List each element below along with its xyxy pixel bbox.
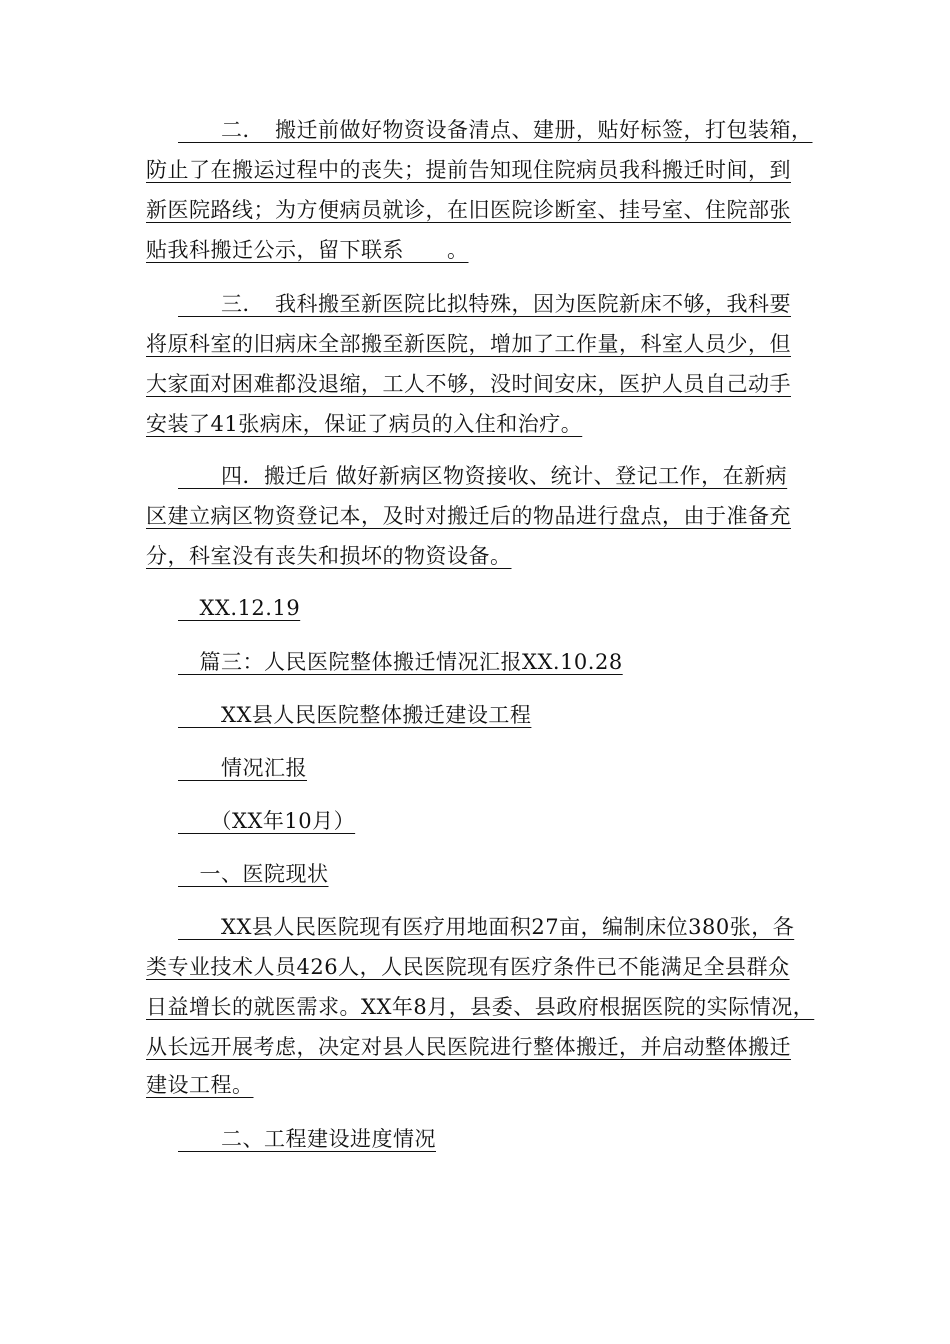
paragraph-line: 新医院路线；为方便病员就诊，在旧医院诊断室、挂号室、住院部张: [146, 198, 791, 222]
paragraph-line: 日益增长的就医需求。XX年8月，县委、县政府根据医院的实际情况，: [146, 995, 815, 1019]
paragraph-line: 将原科室的旧病床全部搬至新医院，增加了工作量，科室人员少，但: [146, 332, 791, 356]
paragraph-line: 类专业技术人员426人，人民医院现有医疗条件已不能满足全县群众: [146, 955, 790, 979]
paragraph-line: 二． 搬迁前做好物资设备清点、建册，贴好标签，打包装箱，: [178, 118, 813, 142]
paragraph-line: XX县人民医院现有医疗用地面积27亩，编制床位380张，各: [178, 915, 795, 939]
paragraph-line: 防止了在搬运过程中的丧失；提前告知现住院病员我科搬迁时间，到: [146, 158, 791, 182]
section-heading-1: 一、医院现状: [178, 862, 329, 886]
paragraph-line: 贴我科搬迁公示，留下联系 。: [146, 238, 469, 262]
report-title: 情况汇报: [178, 756, 307, 780]
paragraph-line: 建设工程。: [146, 1073, 254, 1097]
section-heading-2: 二、工程建设进度情况: [178, 1127, 436, 1151]
paragraph-line: 区建立病区物资登记本，及时对搬迁后的物品进行盘点，由于准备充: [146, 504, 791, 528]
paragraph-line: 四．搬迁后 做好新病区物资接收、统计、登记工作，在新病: [178, 464, 788, 488]
paragraph-line: 大家面对困难都没退缩，工人不够，没时间安床，医护人员自己动手: [146, 372, 791, 396]
paragraph-line: 安装了41张病床，保证了病员的入住和治疗。: [146, 412, 583, 436]
paragraph-line: 从长远开展考虑，决定对县人民医院进行整体搬迁，并启动整体搬迁: [146, 1035, 791, 1059]
date-line: XX.12.19: [178, 596, 301, 620]
article-title: 篇三：人民医院整体搬迁情况汇报XX.10.28: [178, 650, 623, 674]
project-title: XX县人民医院整体搬迁建设工程: [178, 703, 532, 727]
report-date: （XX年10月）: [178, 809, 356, 833]
paragraph-line: 三． 我科搬至新医院比拟特殊，因为医院新床不够，我科要: [178, 292, 791, 316]
paragraph-line: 分，科室没有丧失和损坏的物资设备。: [146, 544, 512, 568]
